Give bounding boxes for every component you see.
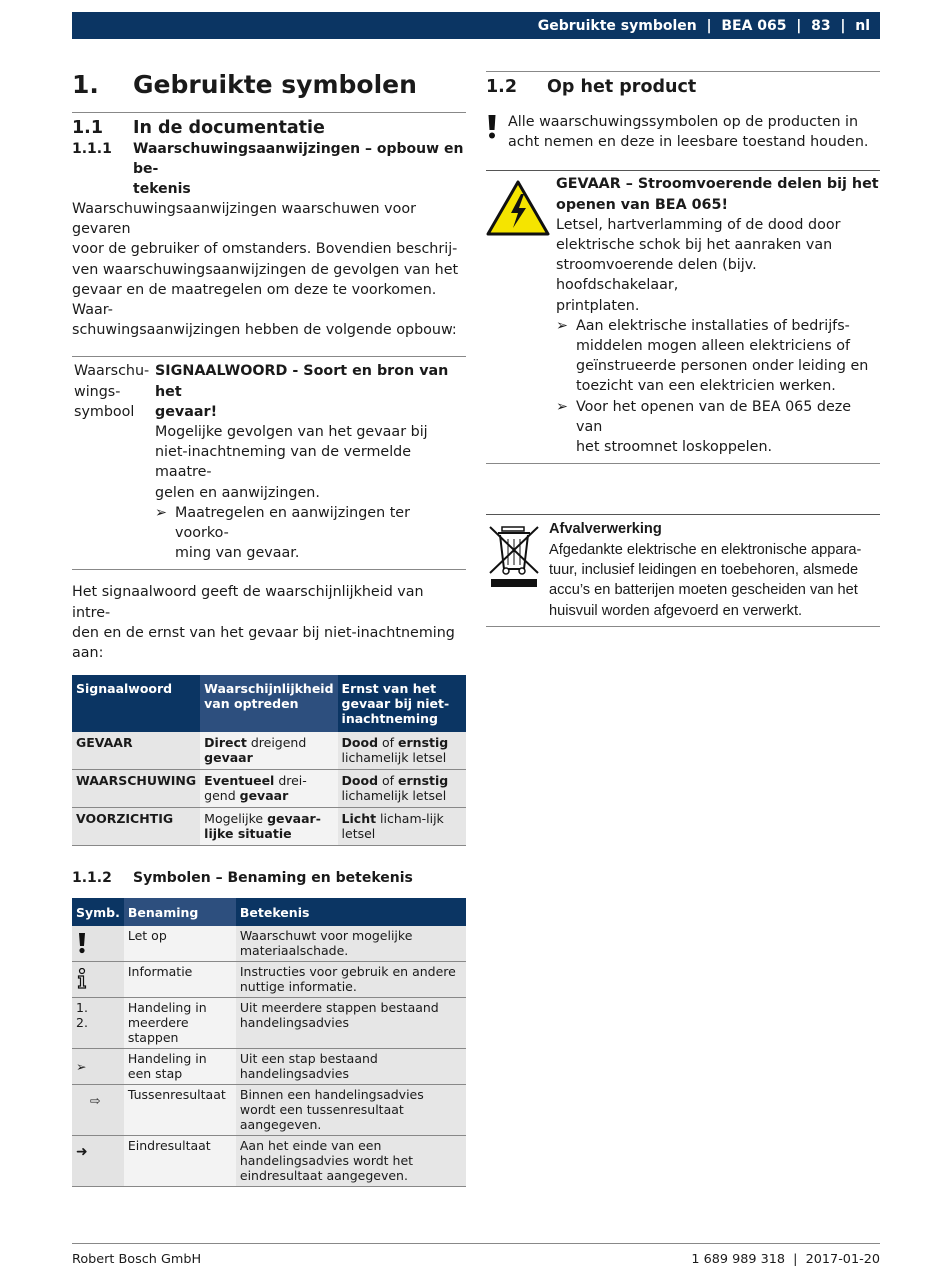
single-step-arrow-icon: ➢ bbox=[76, 1059, 87, 1075]
signal-word-table bbox=[72, 675, 466, 846]
column-header: Betekenis bbox=[236, 898, 466, 926]
table-row bbox=[72, 926, 466, 962]
table-row bbox=[72, 1085, 466, 1136]
warning-desc-line: niet-inachtneming van de vermelde maatre- bbox=[155, 444, 412, 481]
section-title bbox=[486, 76, 880, 98]
right-column bbox=[486, 60, 880, 627]
high-voltage-warning-icon bbox=[486, 174, 556, 457]
symbol-name-cell: Let op bbox=[124, 926, 236, 962]
exclamation-icon bbox=[76, 932, 88, 954]
table-row bbox=[72, 998, 466, 1049]
symbol-name-cell: Tussenresultaat bbox=[124, 1085, 236, 1136]
text-line: ven waarschuwingsaanwijzingen de gevolgen van het bbox=[72, 261, 459, 278]
section-title-text: In de documentatie bbox=[133, 118, 325, 138]
text-line: gevaar en de maatregelen om deze te voorkomen. Waar- bbox=[72, 281, 437, 319]
signal-word-cell: VOORZICHTIG bbox=[72, 808, 200, 846]
section-title bbox=[72, 117, 466, 139]
section-number: 1.2 bbox=[486, 77, 518, 97]
table-row bbox=[72, 732, 466, 770]
chapter-title-text: Gebruikte symbolen bbox=[133, 69, 417, 99]
subsection-number: 1.1.1 bbox=[72, 141, 112, 157]
warning-symbol-label bbox=[72, 361, 155, 563]
severity-cell: Dood of ernstig lichamelijk letsel bbox=[338, 732, 466, 770]
text-line: Aan elektrische installaties of bedrijfs- bbox=[576, 317, 850, 334]
subsection-title-text bbox=[133, 139, 466, 199]
waste-text bbox=[549, 519, 880, 621]
symbol-meaning-cell: Binnen een handelingsadvies wordt een tussenresultaat aangegeven. bbox=[236, 1085, 466, 1136]
warning-title-line: SIGNAALWOORD - Soort en bron van het bbox=[155, 363, 449, 400]
severity-cell: Dood of ernstig lichamelijk letsel bbox=[338, 770, 466, 808]
text-line: Alle waarschuwingssymbolen op de producten in bbox=[508, 114, 859, 130]
intro-paragraph bbox=[72, 199, 466, 340]
symbol-cell bbox=[72, 962, 124, 998]
subsection-title bbox=[72, 868, 466, 888]
table-header-row bbox=[72, 675, 466, 732]
column-header: Benaming bbox=[124, 898, 236, 926]
end-result-arrow-icon: ➜ bbox=[76, 1144, 88, 1161]
step-number: 1. bbox=[76, 1000, 88, 1016]
danger-measure-bullet bbox=[556, 316, 880, 397]
danger-desc-line: Letsel, hartverlamming of de dood door bbox=[556, 216, 841, 233]
subsection-title-line: tekenis bbox=[133, 181, 191, 197]
symbol-meaning-cell: Aan het einde van een handelingsadvies wordt het eindresultaat aangegeven. bbox=[236, 1136, 466, 1187]
warning-structure-box bbox=[72, 356, 466, 570]
column-header: Symb. bbox=[72, 898, 124, 926]
symbol-meaning-cell: Waarschuwt voor mogelijke materiaalschade. bbox=[236, 926, 466, 962]
table-row bbox=[72, 962, 466, 998]
section-number: 1.1 bbox=[72, 118, 104, 138]
warning-desc-line: Mogelijke gevolgen van het gevaar bij bbox=[155, 424, 428, 441]
subsection-number: 1.1.2 bbox=[72, 870, 112, 887]
danger-desc-line: printplaten. bbox=[556, 297, 640, 314]
text-line: tuur, inclusief leidingen en toebehoren, alsmede bbox=[549, 562, 859, 579]
waste-title: Afvalverwerking bbox=[549, 521, 662, 538]
danger-desc-line: stroomvoerende delen (bijv. hoofdschakelaar, bbox=[556, 257, 757, 294]
text-line: Maatregelen en aanwijzingen ter voorko- bbox=[175, 504, 410, 542]
symbol-name-cell: Informatie bbox=[124, 962, 236, 998]
text-line: Waarschuwingsaanwijzingen waarschuwen voor gevaren bbox=[72, 201, 416, 238]
symbol-meaning-cell: Uit een stap bestaand handelingsadvies bbox=[236, 1049, 466, 1085]
product-note bbox=[486, 112, 880, 152]
symbol-meaning-cell: Instructies voor gebruik en andere nuttige informatie. bbox=[236, 962, 466, 998]
danger-measure-bullet bbox=[556, 397, 880, 458]
subsection-title-text: Symbolen – Benaming en betekenis bbox=[133, 870, 413, 887]
footer-doc-number: 1 689 989 318 | 2017-01-20 bbox=[691, 1252, 880, 1267]
text-line: wings- bbox=[74, 383, 121, 400]
danger-title-line: openen van BEA 065! bbox=[556, 196, 728, 213]
divider bbox=[486, 71, 880, 72]
subsection-title-line: Waarschuwingsaanwijzingen – opbouw en be- bbox=[133, 141, 464, 177]
page-header-bar bbox=[72, 12, 880, 39]
warning-desc-line: gelen en aanwijzingen. bbox=[155, 484, 320, 501]
table-row bbox=[72, 770, 466, 808]
step-number: 2. bbox=[76, 1015, 88, 1031]
signal-word-cell: GEVAAR bbox=[72, 732, 200, 770]
page-footer bbox=[72, 1243, 880, 1267]
danger-desc-line: elektrische schok bij het aanraken van bbox=[556, 237, 833, 254]
warning-structure-body bbox=[155, 361, 466, 563]
column-header: Ernst van het gevaar bij niet-inachtneming bbox=[338, 675, 466, 732]
divider bbox=[72, 112, 466, 113]
symbol-cell bbox=[72, 1136, 124, 1187]
column-header: Signaalwoord bbox=[72, 675, 200, 732]
text-line: den en de ernst van het gevaar bij niet-inachtneming aan: bbox=[72, 624, 455, 662]
chapter-title bbox=[72, 62, 466, 106]
left-column bbox=[72, 60, 466, 1187]
probability-cell: Eventueel drei-gend gevaar bbox=[200, 770, 337, 808]
subsection-title bbox=[72, 139, 466, 199]
numbered-steps-icon bbox=[72, 998, 124, 1049]
header-text: Gebruikte symbolen | BEA 065 | 83 | nl bbox=[537, 17, 870, 34]
column-header: Waarschijnlijkheid van optreden bbox=[200, 675, 337, 732]
chapter-number: 1. bbox=[72, 69, 99, 99]
info-icon bbox=[76, 968, 88, 990]
table-row bbox=[72, 1136, 466, 1187]
text-line: ming van gevaar. bbox=[175, 545, 300, 562]
symbol-meaning-cell: Uit meerdere stappen bestaand handelingsadvies bbox=[236, 998, 466, 1049]
probability-cell: Direct dreigend gevaar bbox=[200, 732, 337, 770]
arrow-bullet-icon: ➢ bbox=[556, 317, 568, 334]
text-line: Afgedankte elektrische en elektronische appara- bbox=[549, 541, 862, 558]
section-title-text: Op het product bbox=[547, 77, 697, 97]
text-line: het stroomnet loskoppelen. bbox=[576, 439, 773, 456]
danger-text bbox=[556, 174, 880, 457]
warning-title-line: gevaar! bbox=[155, 403, 218, 420]
symbol-name-cell: Handeling in meerdere stappen bbox=[124, 998, 236, 1049]
table-row bbox=[72, 808, 466, 846]
text-line: accu’s en batterijen moeten gescheiden van het bbox=[549, 582, 858, 599]
danger-title-line: GEVAAR – Stroomvoerende delen bij het bbox=[556, 176, 879, 193]
text-line: schuwingsaanwijzingen hebben de volgende opbouw: bbox=[72, 322, 457, 339]
severity-cell: Licht licham-lijk letsel bbox=[338, 808, 466, 846]
text-line: voor de gebruiker of omstanders. Bovendien beschrij- bbox=[72, 241, 458, 258]
arrow-bullet-icon: ➢ bbox=[155, 504, 167, 521]
waste-disposal-box bbox=[486, 514, 880, 627]
text-line: Voor het openen van de BEA 065 deze van bbox=[576, 398, 852, 435]
text-line: middelen mogen alleen elektriciens of bbox=[576, 338, 851, 355]
text-line: symbool bbox=[74, 403, 135, 420]
table-header-row bbox=[72, 898, 466, 926]
text-line: huisvuil worden afgevoerd en verwerkt. bbox=[549, 602, 803, 619]
signal-intro bbox=[72, 582, 466, 663]
footer-company: Robert Bosch GmbH bbox=[72, 1252, 202, 1267]
symbol-table bbox=[72, 898, 466, 1187]
warning-measure-bullet bbox=[155, 503, 466, 564]
text-line: toezicht van een elektricien werken. bbox=[576, 378, 836, 395]
symbol-cell bbox=[72, 1085, 124, 1136]
signal-word-cell: WAARSCHUWING bbox=[72, 770, 200, 808]
exclamation-icon bbox=[486, 112, 508, 152]
text-line: geïnstrueerde personen onder leiding en bbox=[576, 358, 869, 375]
symbol-name-cell: Handeling in een stap bbox=[124, 1049, 236, 1085]
symbol-cell bbox=[72, 926, 124, 962]
table-row bbox=[72, 1049, 466, 1085]
danger-warning-box bbox=[486, 170, 880, 464]
crossed-out-bin-icon bbox=[486, 519, 549, 621]
text-line: Het signaalwoord geeft de waarschijnlijkheid van intre- bbox=[72, 584, 424, 621]
intermediate-result-arrow-icon: ⇨ bbox=[90, 1093, 101, 1109]
probability-cell: Mogelijke gevaar-lijke situatie bbox=[200, 808, 337, 846]
symbol-name-cell: Eindresultaat bbox=[124, 1136, 236, 1187]
text-line: Waarschu- bbox=[74, 363, 150, 380]
arrow-bullet-icon: ➢ bbox=[556, 398, 568, 415]
symbol-cell bbox=[72, 1049, 124, 1085]
text-line: acht nemen en deze in leesbare toestand houden. bbox=[508, 134, 869, 151]
